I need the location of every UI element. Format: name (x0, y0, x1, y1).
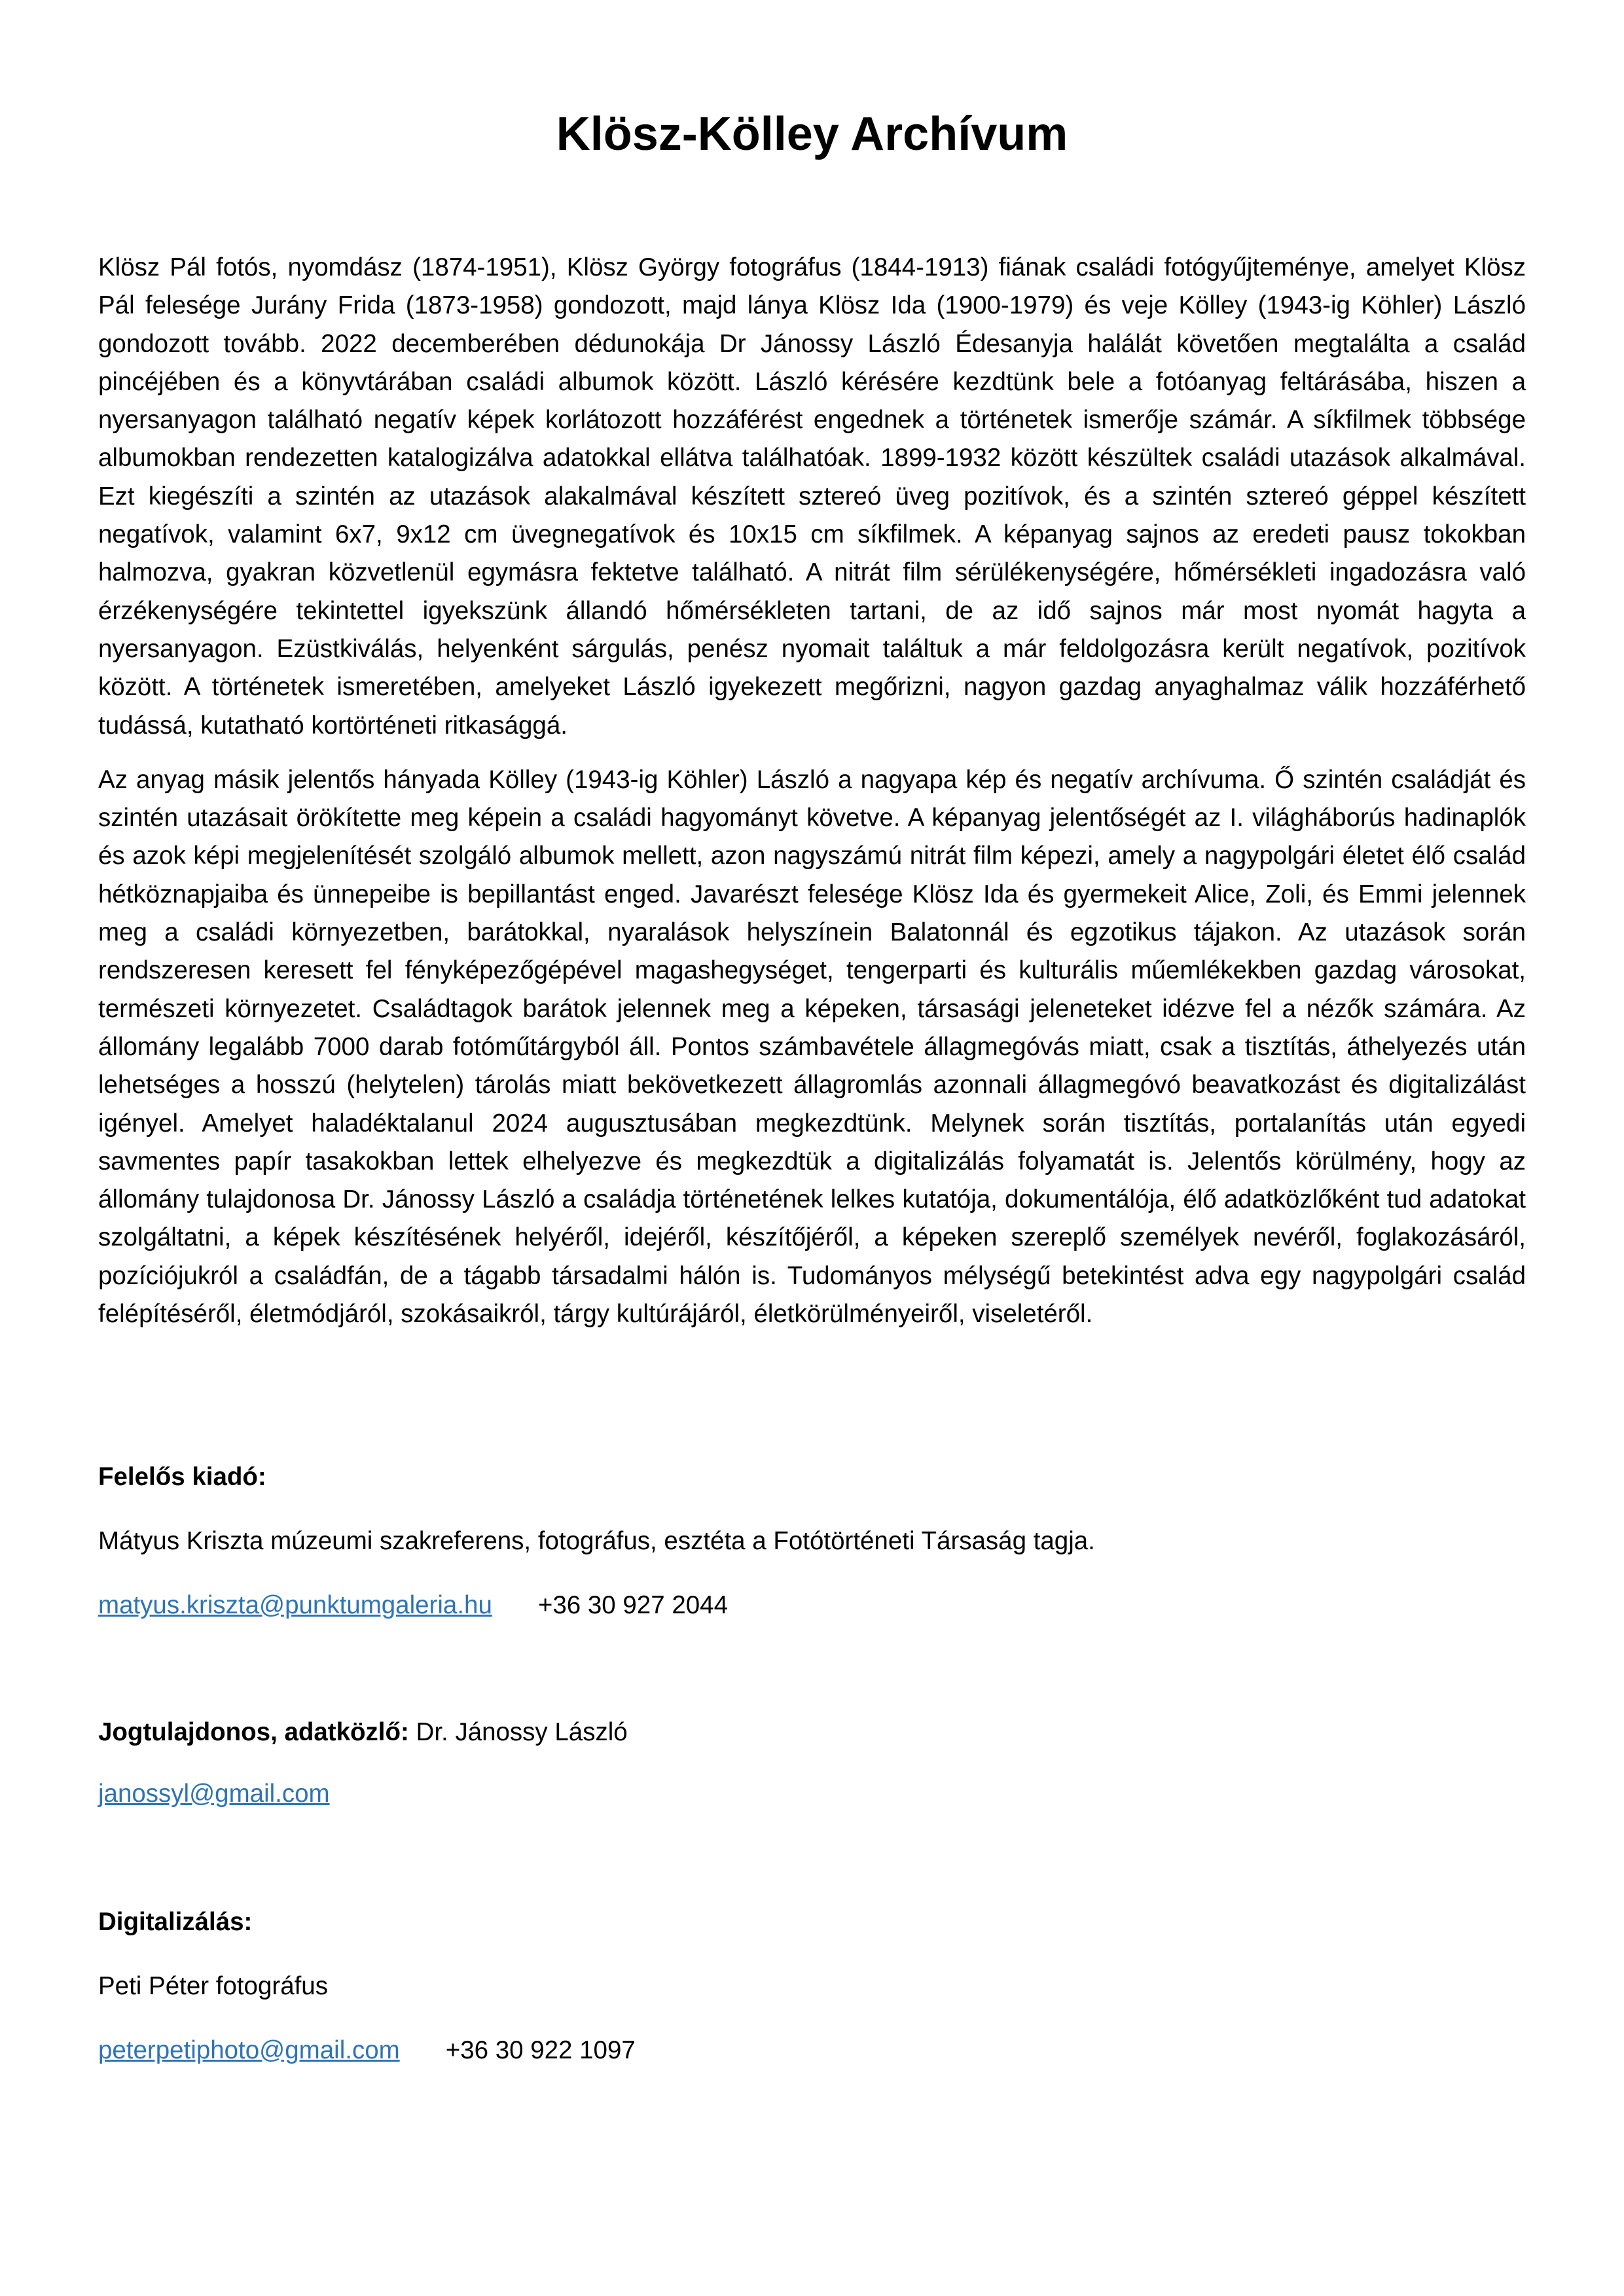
body-text (98, 249, 1526, 1350)
digitization-heading-label: Digitalizálás: (98, 1908, 253, 1936)
publisher-email-link[interactable]: matyus.kriszta@punktumgaleria.hu (98, 1591, 492, 1619)
paragraph-archive: Az anyag másik jelentős hányada Kölley (1943-ig Köhler) László a nagyapa kép és negatív archívuma. Ő szintén családját és szintén utazásait örökítette meg képein a családi hagyományt követve. A képanyag jelentőségét az I. világháborús hadinaplók és azok képi megjelenítését szolgáló albumok mellett, azon nagyszámú nitrát film képezi, amely a nagypolgári életet élő család hétköznapjaiba és ünnepeibe is bepillantást enged. Javarészt felesége Klösz Ida és gyermekeit Alice, Zoli, és Emmi jelennek meg a családi környezetben, barátokkal, nyaralások helyszínein Balatonnál és egzotikus tájakon. Az utazások során rendszeresen keresett fel fényképezőgépével magashegységet, tengerparti és kulturális műemlékekben gazdag városokat, természeti környezetet. Családtagok barátok jelennek meg a képeken, társasági jeleneteket idézve fel a nézők számára. Az állomány legalább 7000 darab fotóműtárgyból áll. Pontos számbavétele állagmegóvás miatt, csak a tisztítás, áthelyezés után lehetséges a hosszú (helytelen) tárolás miatt bekövetkezett állagromlás azonnali állagmegóvó beavatkozást és digitalizálást igényel. Amelyet haladéktalanul 2024 augusztusában megkezdtünk. Melynek során tisztítás, portalanítás után egyedi savmentes papír tasakokban lettek elhelyezve és megkezdtük a digitalizálás folyamatát is. Jelentős körülmény, hogy az állomány tulajdonosa Dr. Jánossy László a családja történetének lelkes kutatója, dokumentálója, élő adatközlőként tud adatokat szolgáltatni, a képek készítésének helyéről, idejéről, készítőjéről, a képeken szereplő személyek nevéről, foglakozásáról, pozíciójukról a családfán, de a tágabb társadalmi hálón is. Tudományos mélységű betekintést adva egy nagypolgári család felépítéséről, életmódjáról, szokásaikról, tárgy kultúrájáról, életkörülményeiről, viseletéről. (98, 765, 1526, 1329)
publisher-contact (98, 1587, 728, 1624)
rights-holder-name: Dr. Jánossy László (416, 1718, 628, 1746)
publisher-heading (98, 1458, 266, 1496)
publisher-name: Mátyus Kriszta múzeumi szakreferens, fotográfus, esztéta a Fotótörténeti Társaság tagja. (98, 1527, 1095, 1555)
digitization-contact (98, 2032, 636, 2070)
rights-holder-line (98, 1713, 628, 1751)
publisher-heading-label: Felelős kiadó: (98, 1463, 266, 1491)
rights-holder-email-link[interactable]: janossyl@gmail.com (98, 1780, 330, 1808)
digitization-phone: +36 30 922 1097 (445, 2036, 636, 2064)
digitization-heading (98, 1903, 252, 1941)
document-title: Klösz-Kölley Archívum (556, 108, 1068, 160)
publisher-phone: +36 30 927 2044 (537, 1591, 728, 1619)
rights-holder-contact (98, 1775, 330, 1813)
digitization-email-link[interactable]: peterpetiphoto@gmail.com (98, 2036, 400, 2064)
digitization-name: Peti Péter fotográfus (98, 1972, 328, 2000)
paragraph-intro: Klösz Pál fotós, nyomdász (1874-1951), Klösz György fotográfus (1844-1913) fiának családi fotógyűjteménye, amelyet Klösz Pál felesége Jurány Frida (1873-1958) gondozott, majd lánya Klösz Ida (1900-1979) és veje Kölley (1943-ig Köhler) László gondozott tovább. 2022 decemberében dédunokája Dr Jánossy László Édesanyja halálát követően megtalálta a család pincéjében és a könyvtárában családi albumok között. László kérésére kezdtünk bele a fotóanyag feltárásába, hiszen a nyersanyagon található negatív képek korlátozott hozzáférést engednek a történetek ismerője számár. A síkfilmek többsége albumokban rendezetten katalogizálva adatokkal ellátva találhatóak. 1899-1932 között készültek családi utazások alkalmával. Ezt kiegészíti a szintén az utazások alakalmával készített sztereó üveg pozitívok, és a szintén sztereó géppel készített negatívok, valamint 6x7, 9x12 cm üvegnegatívok és 10x15 cm síkfilmek. A képanyag sajnos az eredeti pausz tokokban halmozva, gyakran közvetlenül egymásra fektetve található. A nitrát film sérülékenységére, hőmérsékleti ingadozásra való érzékenységére tekintettel igyekszünk állandó hőmérsékleten tartani, de az idő sajnos már most nyomát hagyta a nyersanyagon. Ezüstkiválás, helyenként sárgulás, penész nyomait találtuk a már feldolgozásra került negatívok, pozitívok között. A történetek ismeretében, amelyeket László igyekezett megőrizni, nagyon gazdag anyaghalmaz válik hozzáférhető tudássá, kutatható kortörténeti ritkasággá. (98, 253, 1526, 740)
rights-holder-heading: Jogtulajdonos, adatközlő: (98, 1718, 409, 1746)
